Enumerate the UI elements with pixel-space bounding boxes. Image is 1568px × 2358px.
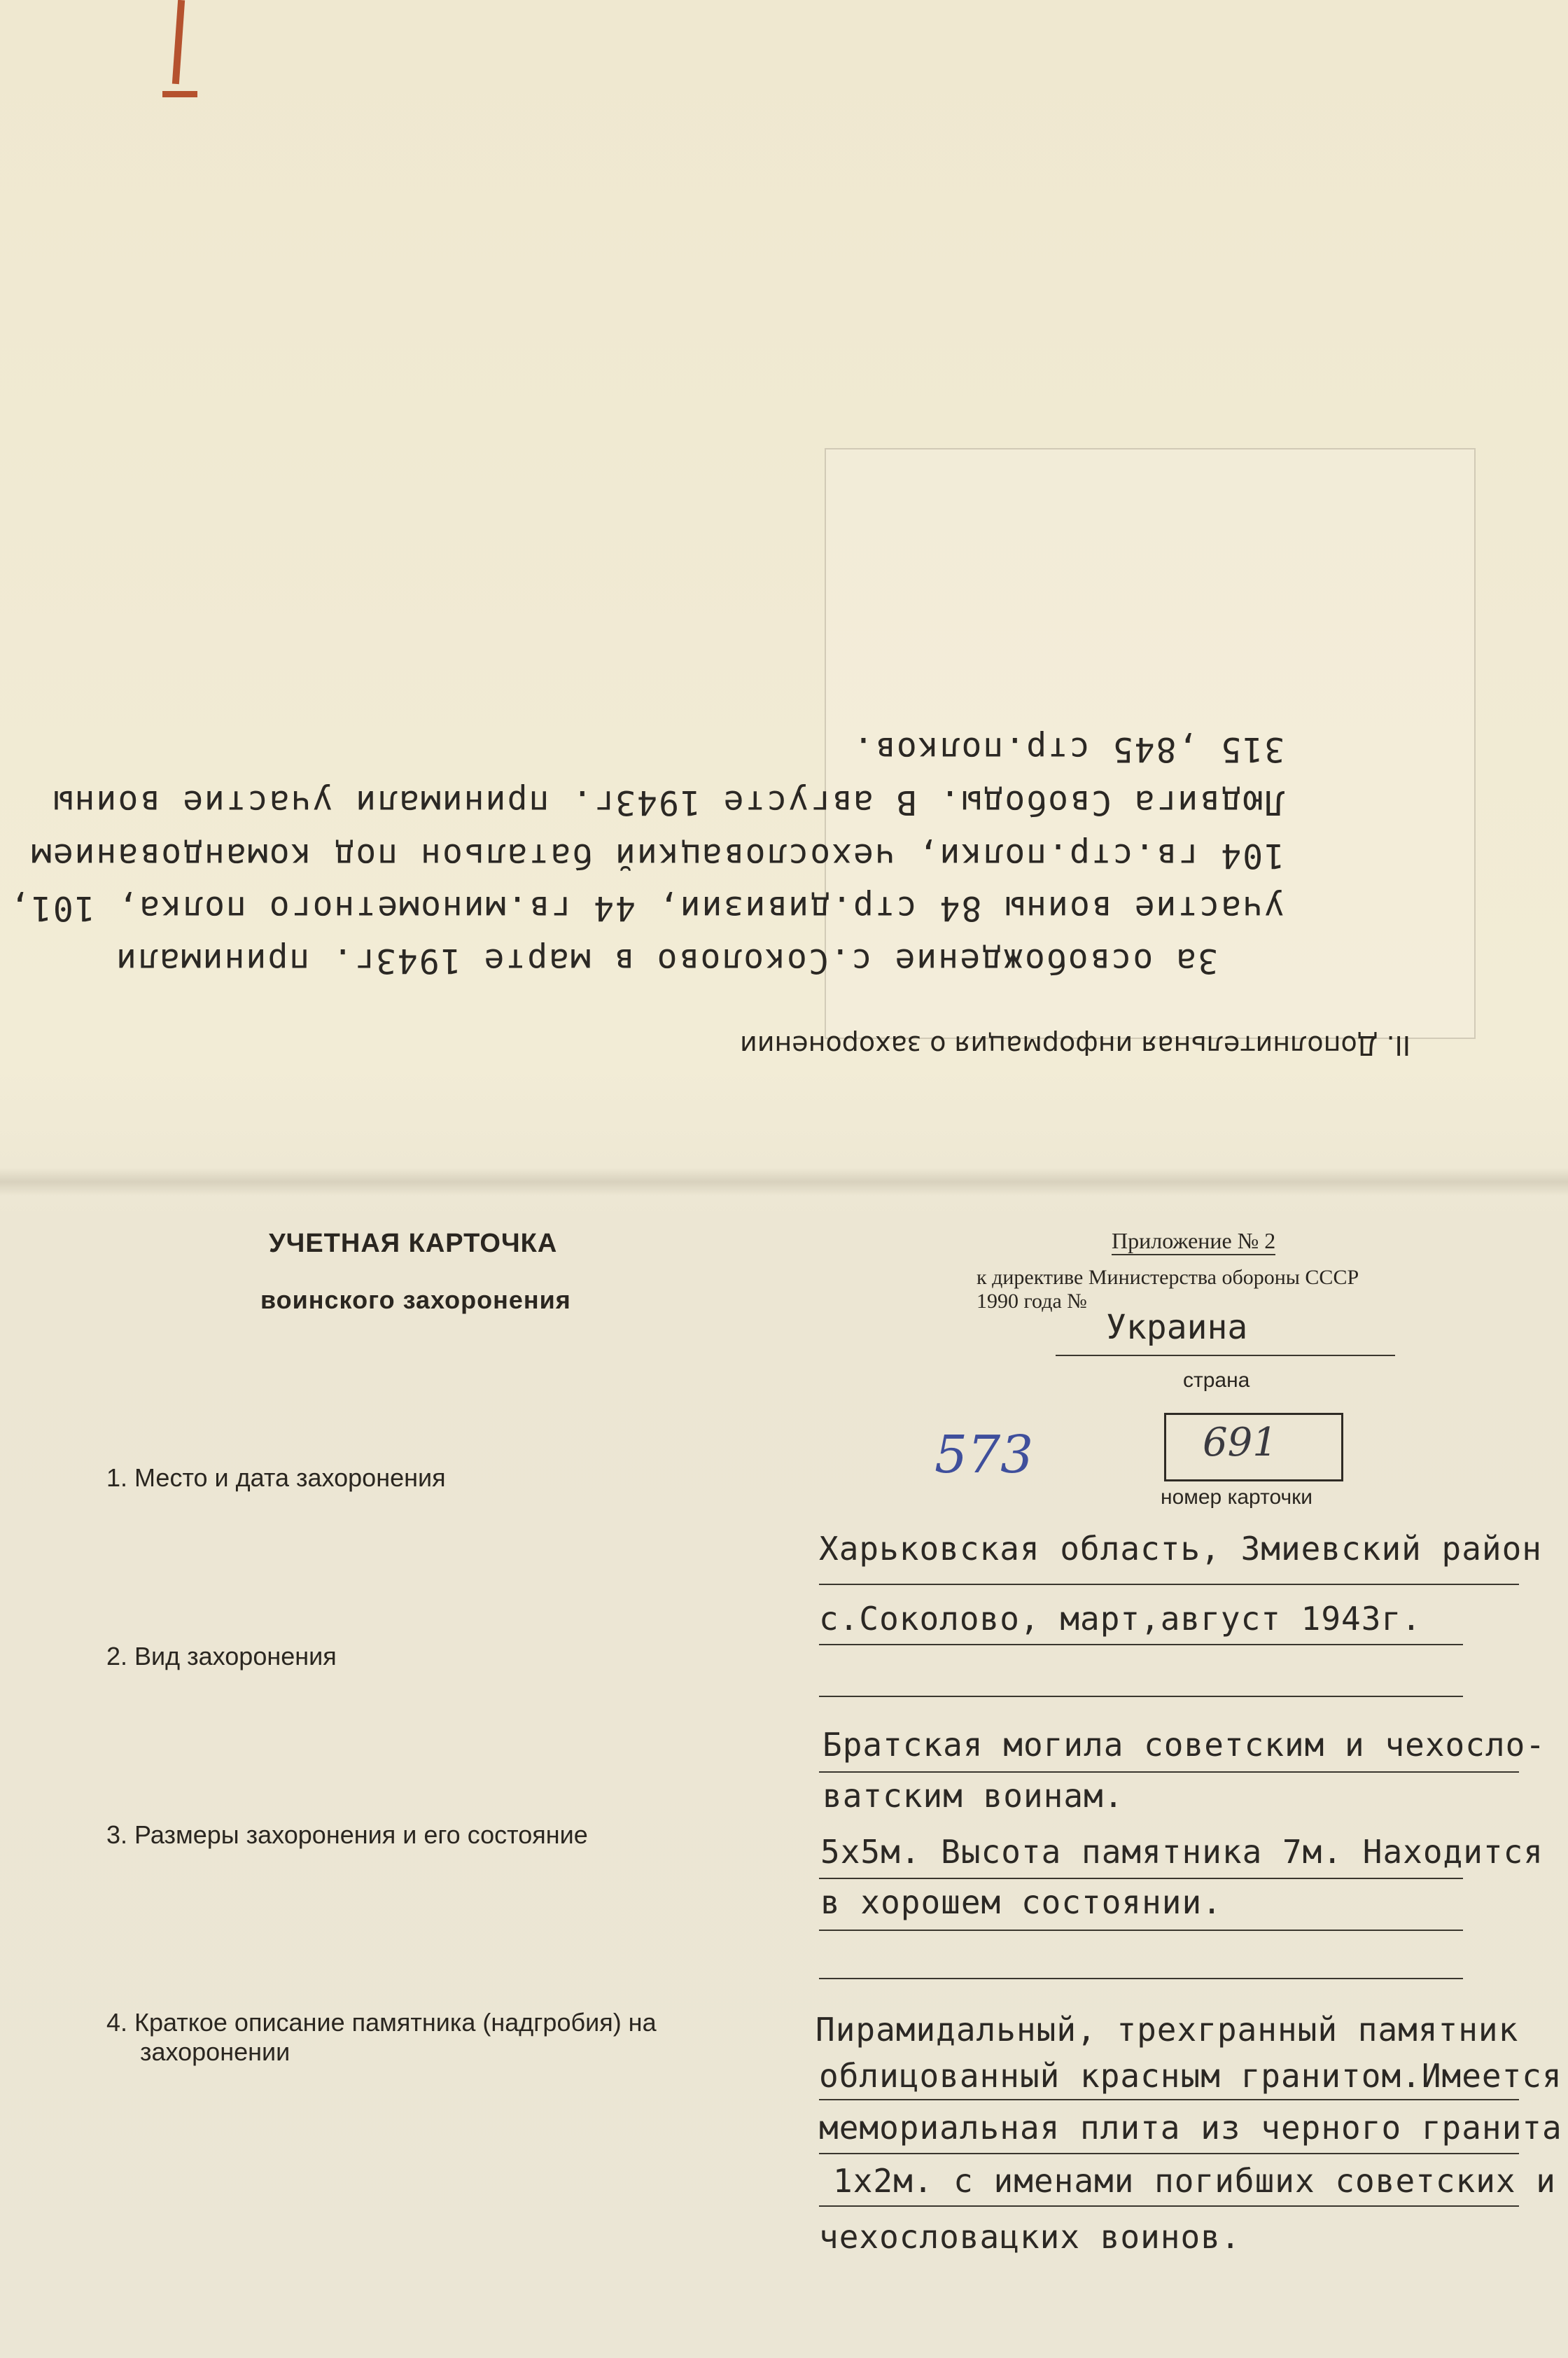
answer-underline [819,1644,1463,1645]
country-value: Украина [1106,1308,1248,1347]
answer-underline [819,2099,1519,2100]
field-answer-line: чехословацких воинов. [819,2218,1241,2256]
handwritten-number: 573 [934,1425,1034,1485]
paper-fold [0,1168,1568,1196]
field-label-burial-type: 2. Вид захоронения [106,1642,337,1670]
country-label: страна [1183,1369,1250,1392]
field-answer-line: ватским воинам. [822,1777,1124,1815]
additional-info-line: 315 ,845 стр.полков. [852,730,1284,769]
additional-info-line: 104 гв.стр.полки, чехословацкий батальон под командованием [29,836,1284,875]
appendix-label: Приложение № 2 [1112,1228,1275,1255]
answer-underline [819,2205,1519,2207]
field-answer-line: Братская могила советским и чехосло- [822,1726,1546,1764]
answer-underline [819,1930,1463,1931]
directive-line: к директиве Министерства обороны СССР [976,1266,1359,1289]
field-answer-line: 1х2м. с именами погибших советских и [833,2162,1556,2200]
field-label-size-condition: 3. Размеры захоронения и его состояние [106,1820,588,1849]
field-answer-line: Харьковская область, Змиевский район [819,1530,1542,1568]
answer-underline [819,2153,1519,2154]
card-number: 691 [1203,1420,1278,1465]
field-answer-line: в хорошем состоянии. [820,1883,1222,1921]
answer-underline [819,1771,1519,1773]
additional-info-line: За освобождение с.Соколово в марте 1943г. принимали [115,941,1218,980]
field-label-monument-description [106,2008,657,2067]
directive-line: 1990 года № [976,1290,1087,1313]
field-answer-line: с.Соколово, март,август 1943г. [819,1600,1422,1638]
answer-underline [819,1584,1519,1585]
field-answer-line: облицованный красным гранитом.Имеется [819,2057,1562,2095]
directive-text [976,1266,1359,1313]
card-number-label: номер карточки [1161,1486,1313,1509]
upside-down-section [0,0,1568,1148]
field-answer-line: мемориальная плита из черного гранита [819,2109,1562,2147]
answer-underline [819,1696,1463,1697]
field-label-place-date: 1. Место и дата захоронения [106,1463,446,1492]
additional-info-label: II. Дополнительная информация о захоронении [740,1030,1410,1061]
field-label-line: захоронении [140,2037,290,2066]
answer-underline [819,1978,1463,1979]
field-answer-line: 5х5м. Высота памятника 7м. Находится [820,1833,1544,1871]
field-label-line: 4. Краткое описание памятника (надгробия) на [106,2008,657,2037]
country-underline [1056,1355,1395,1356]
additional-info-line: Людвига Свободы. В августе 1943г. принимали участие воины [51,783,1284,822]
card-title: УЧЕТНАЯ КАРТОЧКА [269,1229,558,1258]
card-subtitle: воинского захоронения [260,1285,571,1314]
answer-underline [819,1878,1463,1879]
additional-info-line: участие воины 84 стр.дивизии, 44 гв.минометного полка, 101, [8,888,1284,928]
field-answer-line: Пирамидальный, трехгранный памятник [816,2011,1519,2049]
